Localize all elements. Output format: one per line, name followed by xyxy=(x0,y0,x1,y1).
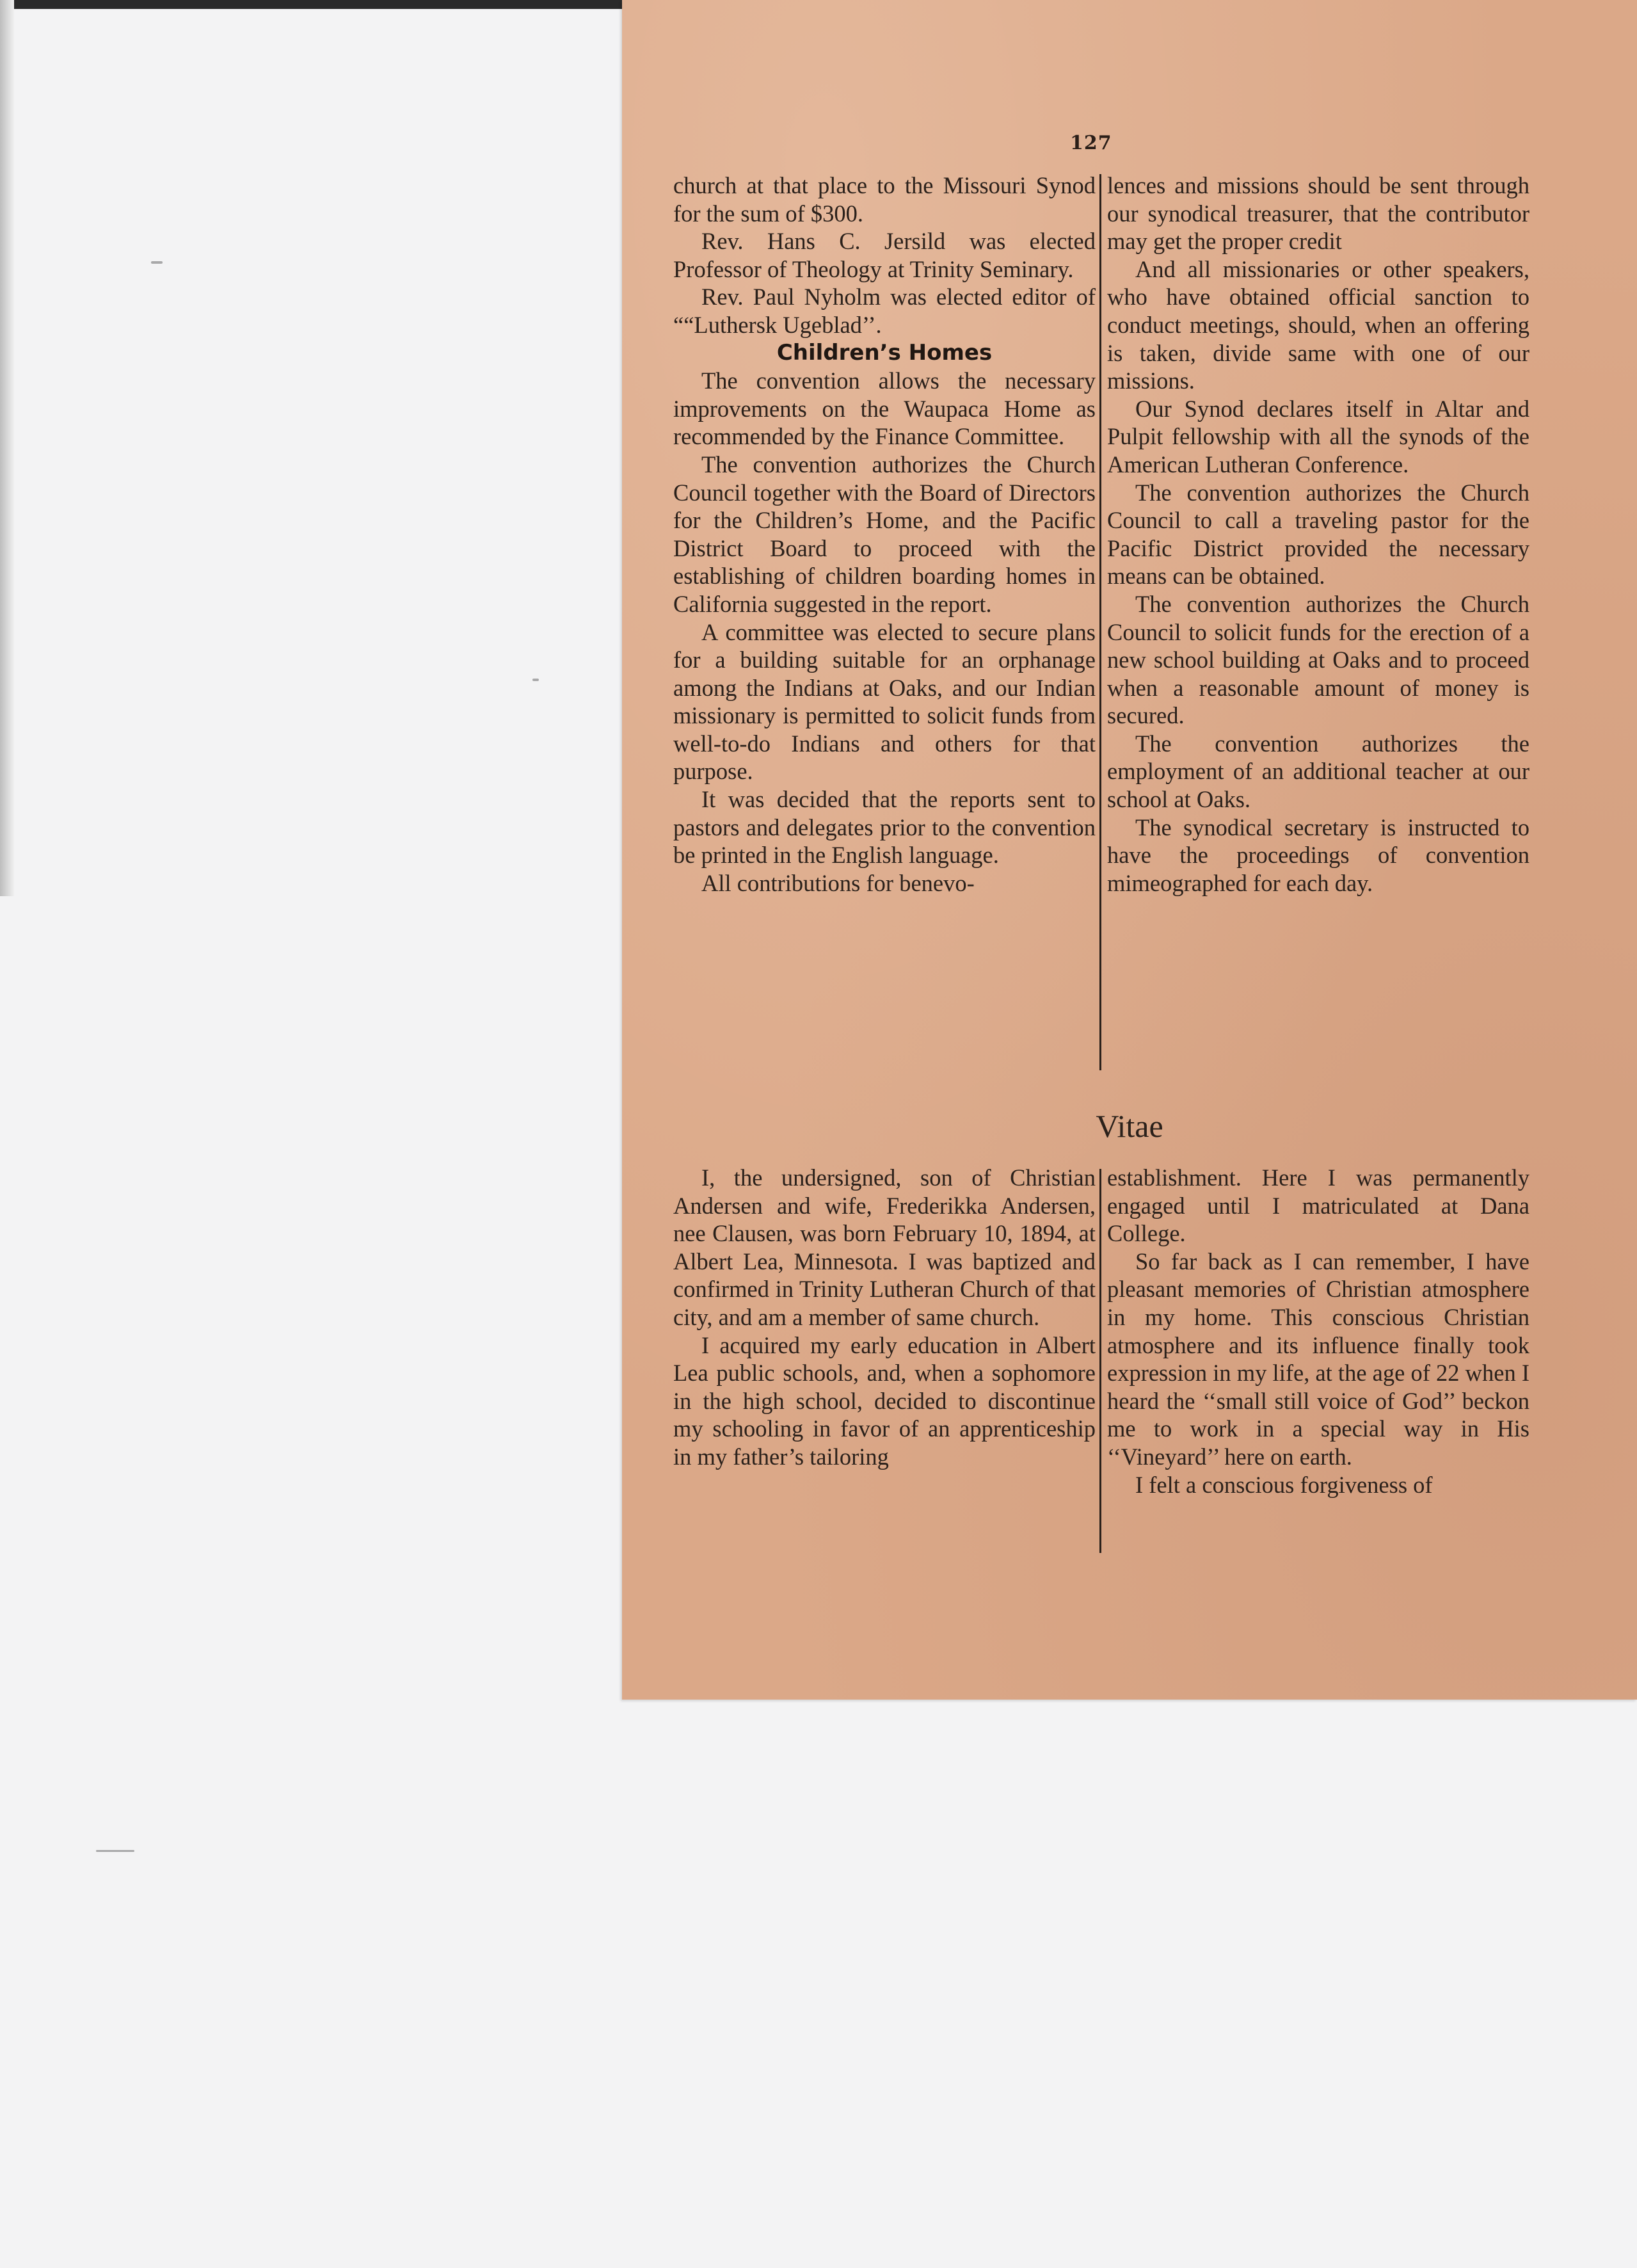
paragraph-continued: church at that place to the Missouri Synod for the sum of $300. xyxy=(673,172,1096,227)
scanned-page xyxy=(622,0,1637,1700)
scanner-edge-top xyxy=(0,0,627,9)
paragraph-continued: establishment. Here I was permanently engaged until I matriculated at Dana College. xyxy=(1107,1164,1529,1247)
dust-speck xyxy=(532,679,539,681)
column-divider xyxy=(1099,1169,1101,1553)
page-number: 127 xyxy=(1070,132,1112,154)
vitae-right-column xyxy=(1107,1164,1529,1499)
paragraph: The convention authorizes the Church Council together with the Board of Directors for the Children’s Home, and the Pacific District Board to proceed with the establishing of children boarding homes in California suggested in the report. xyxy=(673,451,1096,617)
paragraph: The convention authorizes the Church Council to call a traveling pastor for the Pacific District provided the necessary means can be obtained. xyxy=(1107,479,1529,590)
paragraph: A committee was elected to secure plans for a building suitable for an orphanage among the Indians at Oaks, and our Indian missionary is permitted to solicit funds from well-to-do Indians and others for that purpose. xyxy=(673,618,1096,785)
section-heading: Children’s Homes xyxy=(776,339,993,366)
column-divider xyxy=(1099,174,1101,1070)
dust-speck xyxy=(96,1850,134,1852)
dust-speck xyxy=(151,261,163,264)
paragraph: I, the undersigned, son of Christian Andersen and wife, Frederikka Andersen, nee Clausen, was born February 10, 1894, at Albert Lea, Minnesota. I was baptized and confirmed in Trinity Lutheran Church of that city, and am a member of same church. xyxy=(673,1164,1096,1330)
paragraph: Our Synod declares itself in Altar and Pulpit fellowship with all the synods of the American Lutheran Conference. xyxy=(1107,395,1529,478)
paragraph: The convention authorizes the employment of an additional teacher at our school at Oaks. xyxy=(1107,730,1529,813)
paragraph-continued: lences and missions should be sent through our synodical treasurer, that the contributor may get the proper credit xyxy=(1107,172,1529,255)
paragraph: So far back as I can remember, I have pleasant memories of Christian atmosphere in my home. This conscious Christian atmosphere and its influence finally took expression in my life, at the age of 22 when I heard the ‘‘small still voice of God’’ beckon me to work in a special way in His ‘‘Vineyard’’ here on earth. xyxy=(1107,1248,1529,1470)
vitae-left-column xyxy=(673,1164,1096,1471)
paragraph: Rev. Paul Nyholm was elected editor of ““Luthersk Ugeblad’’. xyxy=(673,284,1096,338)
paragraph: Rev. Hans C. Jersild was elected Professor of Theology at Trinity Seminary. xyxy=(673,228,1096,282)
paragraph: The synodical secretary is instructed to have the proceedings of convention mimeographed for each day. xyxy=(1107,814,1529,896)
section-title-vitae: Vitae xyxy=(1096,1108,1163,1144)
paragraph: The convention authorizes the Church Council to solicit funds for the erection of a new school building at Oaks and to proceed when a reasonable amount of money is secured. xyxy=(1107,590,1529,729)
paragraph: I acquired my early education in Albert Lea public schools, and, when a sophomore in the high school, decided to discontinue my schooling in favor of an apprenticeship in my father’s tailoring xyxy=(673,1331,1096,1470)
top-right-column xyxy=(1107,172,1529,897)
paragraph: And all missionaries or other speakers, who have obtained official sanction to conduct meetings, should, when an offering is taken, divide same with one of our missions. xyxy=(1107,255,1529,394)
paragraph: I felt a conscious forgiveness of xyxy=(1135,1471,1433,1498)
paragraph: It was decided that the reports sent to pastors and delegates prior to the convention be printed in the English language. xyxy=(673,786,1096,869)
scanner-edge-left xyxy=(0,0,14,896)
paragraph: All contributions for benevo- xyxy=(701,869,975,896)
top-left-column xyxy=(673,172,1096,897)
paragraph: The convention allows the necessary improvements on the Waupaca Home as recommended by the Finance Committee. xyxy=(673,367,1096,450)
